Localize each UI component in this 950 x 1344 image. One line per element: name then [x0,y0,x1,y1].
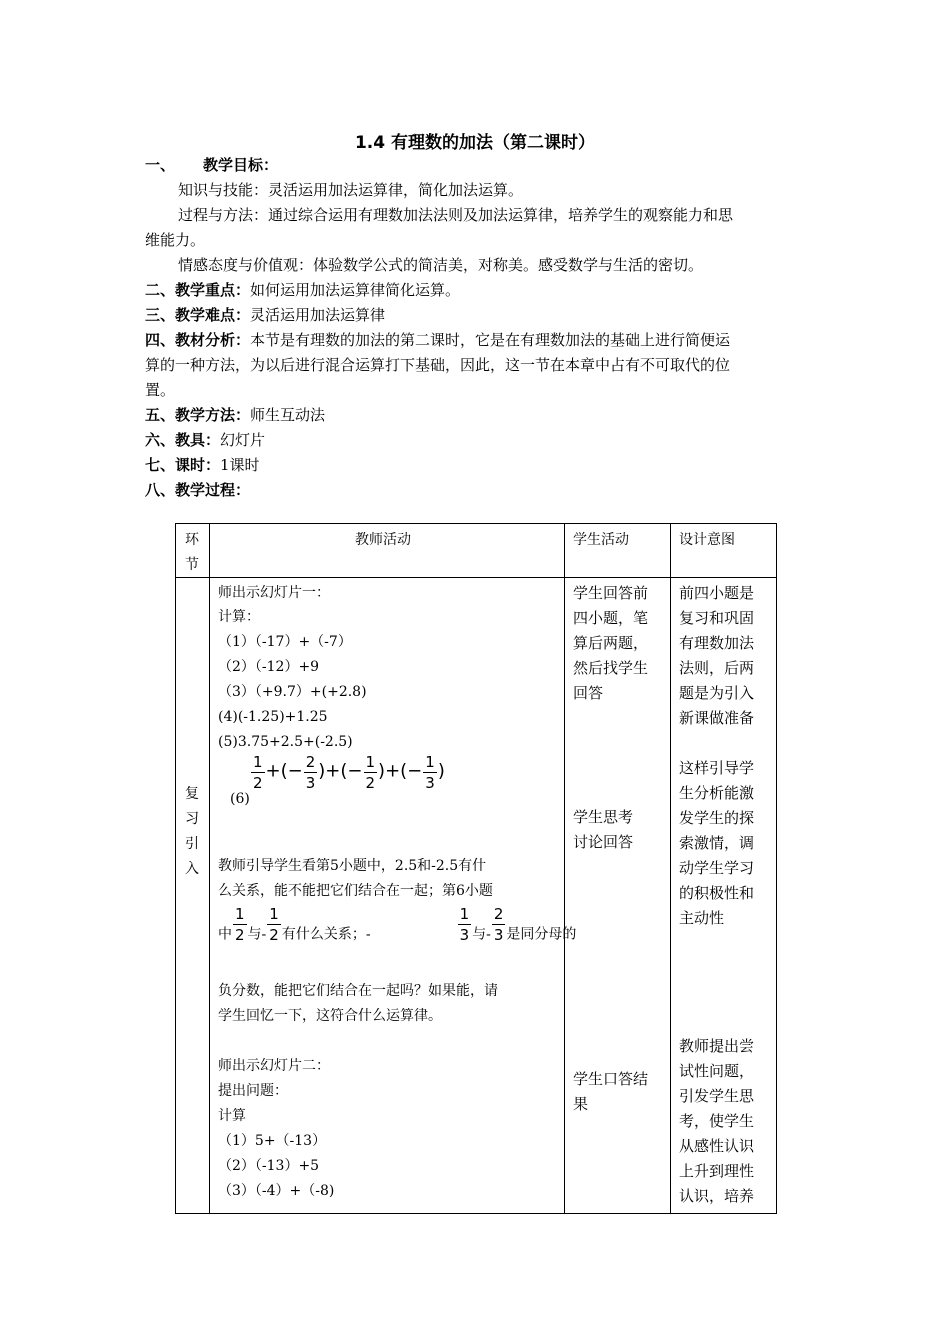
section-4-c: 置。 [145,381,176,399]
stage-cell: 复 习 引 入 [176,578,210,1214]
goal-process-a: 过程与方法：通过综合运用有理数加法法则及加法运算律，培养学生的观察能力和思 [178,206,734,224]
section-3: 三、教学难点：灵活运用加法运算律 [145,306,386,324]
process-table [175,523,777,1214]
section-7: 七、课时：1课时 [145,456,260,474]
fraction-expression: $\frac{1}{2}$ +(− $\frac{2}{3}$ )+(− $\frac{1}{2}$ )+(− $\frac{1}{3}$ ) [253,753,445,792]
section-4-a: 四、教材分析：本节是有理数的加法的第二课时，它是在有理数加法的基础上进行简便运 [145,331,731,349]
fraction-question-line: 中 $\frac{1}{2}$ 与- $\frac{1}{2}$ 有什么关系；- $\frac{1}{3}$ 与- $\frac{2}{3}$ 是同分母的 [218,905,577,944]
goal-process-b: 维能力。 [145,231,206,249]
header-teacher: 教师活动 [210,524,565,578]
section-4-b: 算的一种方法，为以后进行混合运算打下基础，因此，这一节在本章中占有不可取代的位 [145,356,731,374]
section-1-number: 一、 [145,156,176,174]
section-1-label: 教学目标： [203,156,279,174]
section-8: 八、教学过程： [145,481,251,499]
student-activity-cell: 学生回答前 四小题，笔 算后两题， 然后找学生 回答 学生思考 讨论回答 学生口答结 果 [565,578,671,1214]
section-2: 二、教学重点：如何运用加法运算律简化运算。 [145,281,461,299]
design-intent-cell: 前四小题是 复习和巩固 有理数加法 法则，后两 题是为引入 新课做准备 这样引导学 生分析能激 发学生的探 索激情，调 动学生学习 的积极性和 主动性 教师提出尝 试性问题， 引发学生思 考，使学生 从感性认识 上升到理性 认识，培养 [671,578,777,1214]
goal-attitude: 情感态度与价值观：体验数学公式的简洁美，对称美。感受数学与生活的密切。 [178,256,704,274]
header-design: 设计意图 [671,524,777,578]
goal-knowledge: 知识与技能：灵活运用加法运算律，简化加法运算。 [178,181,524,199]
header-student: 学生活动 [565,524,671,578]
teacher-activity-cell: 师出示幻灯片一： 计算： （1）（-17）+（-7） （2）（-12）+9 （3）（+9.7）+(+2.8) (4)(-1.25)+1.25 (5)3.75+2.5+(-2.5) $\frac{1}{2}$ +(− $\frac{2}{3}$ )+(− $\frac{1}{2}$ )+(− $\frac{1}{3}$ ) (6) 教师引导学生看第5小题中，2.5和-2.5有什 么关系，能不能把它们结合在一起；第6小题 中 $\frac{1}{2}$ 与- $\frac{1}{2}$ 有什么关系；- $\frac{1}{3}$ 与- $\frac{2}{3}$ 是同分母的 负分数，能把它们结合在一起吗？如果能，请 学生回忆一下，这符合什么运算律。 师出示幻灯片二： 提出问题： 计算 （1）5+（-13） （2）（-13）+5 （3）（-4）+（-8) [210,578,565,1214]
section-5: 五、教学方法：师生互动法 [145,406,326,424]
header-stage: 环 节 [176,524,210,578]
page-title: 1.4 有理数的加法（第二课时） [354,133,596,153]
section-6: 六、教具：幻灯片 [145,431,266,449]
